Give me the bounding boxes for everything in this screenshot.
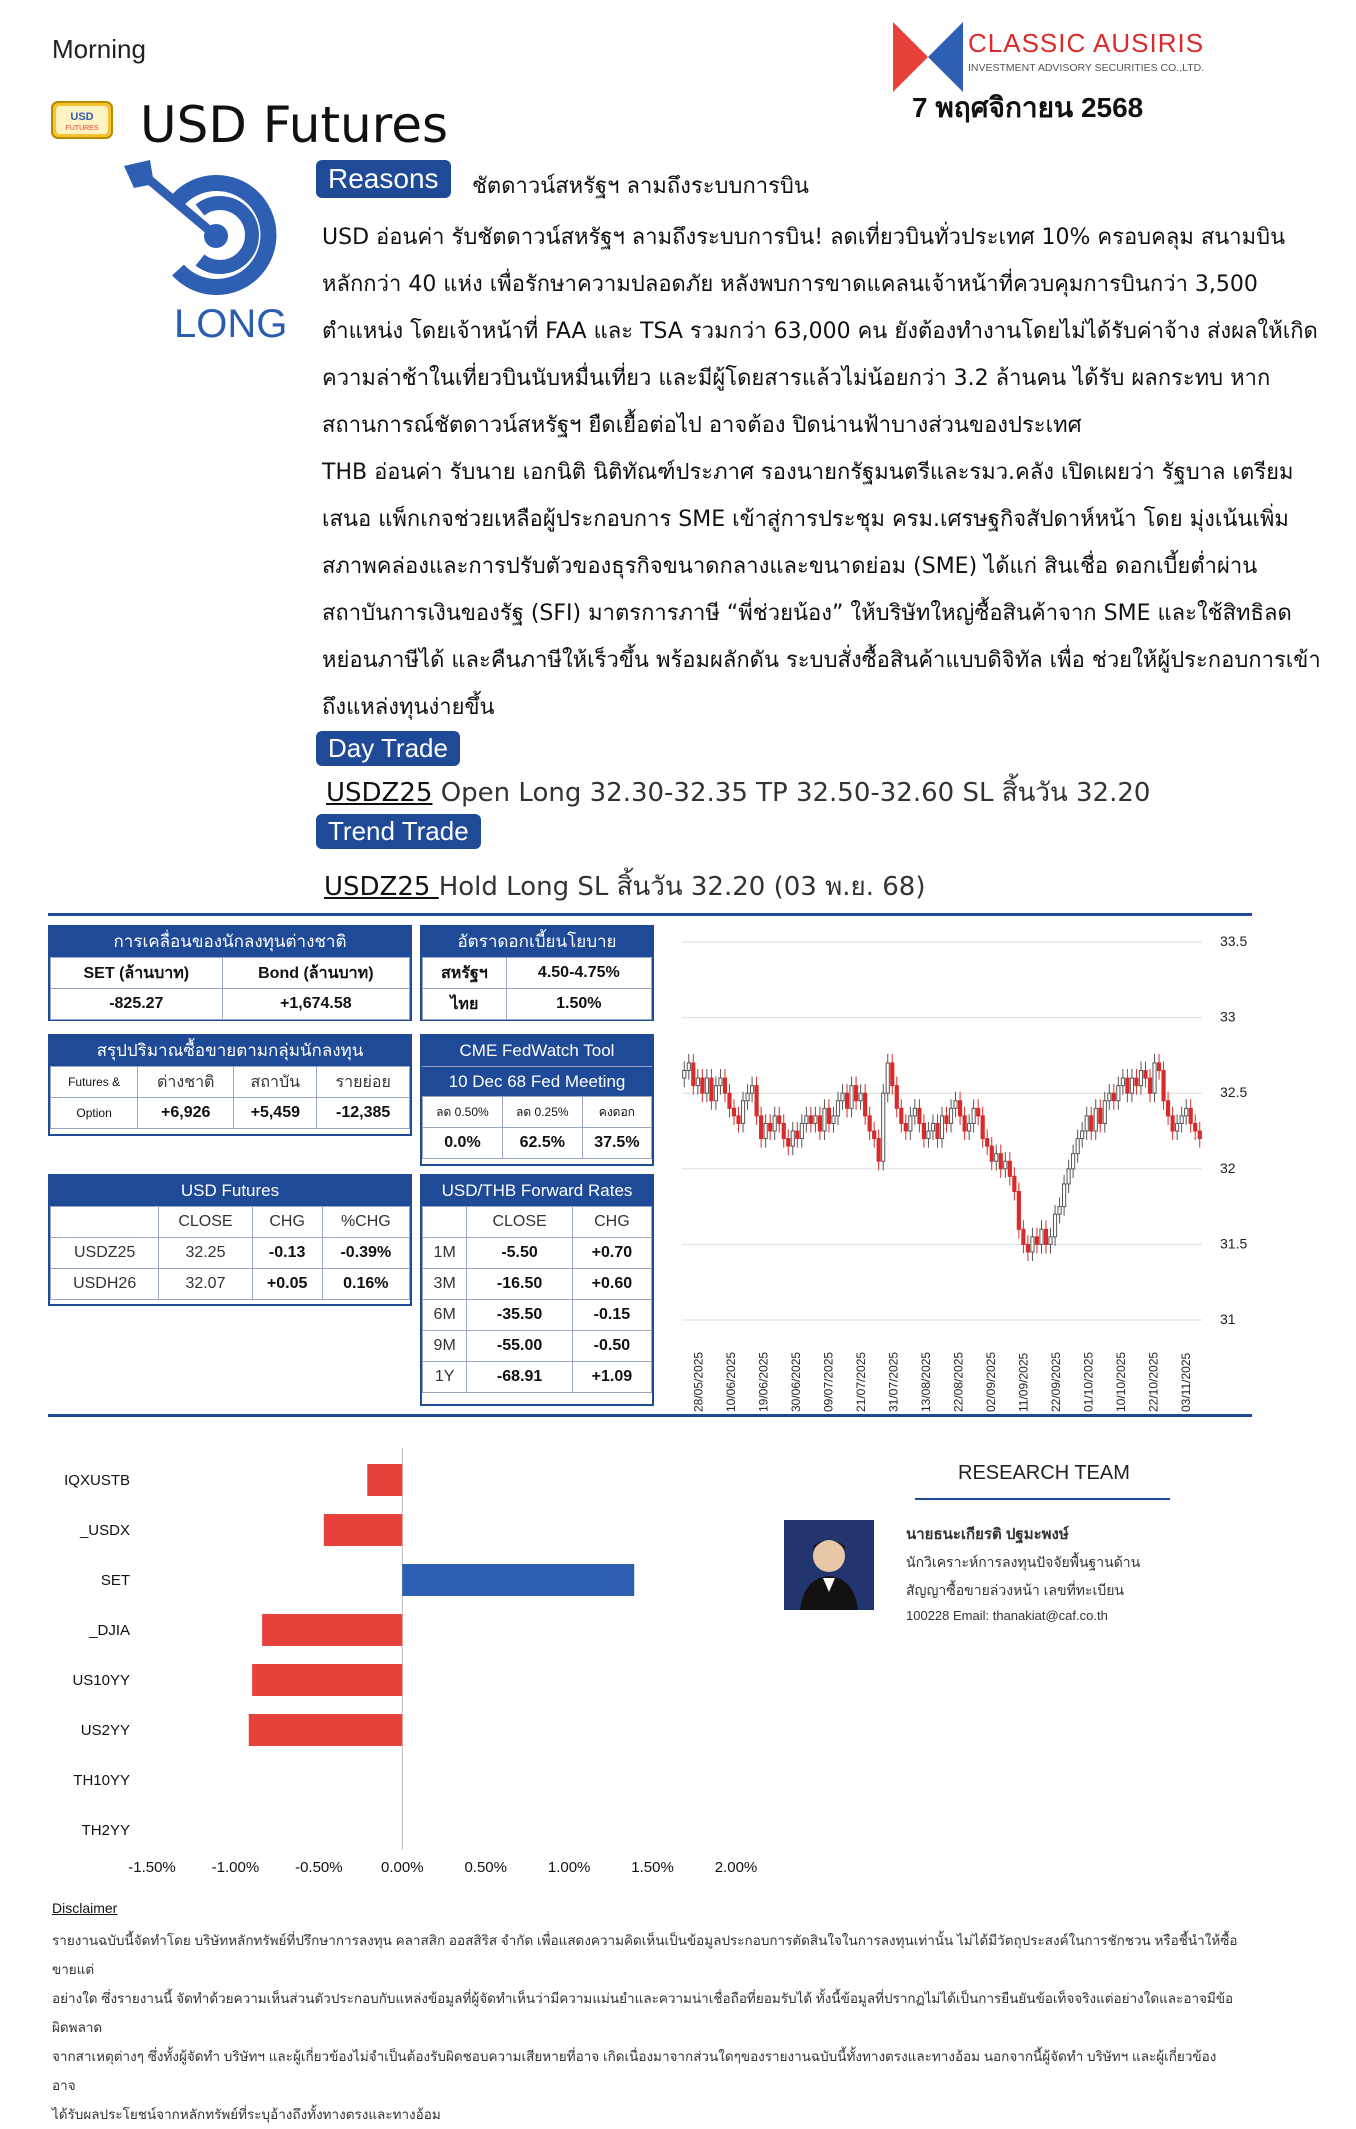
candle-body [981, 1116, 984, 1139]
trend-trade-text: Hold Long SL สิ้นวัน 32.20 (03 พ.ย. 68) [438, 872, 926, 902]
fedwatch-value: 62.5% [502, 1128, 582, 1159]
candle-body [746, 1093, 749, 1101]
bar-category-label: SET [100, 1572, 130, 1589]
candle-body [968, 1123, 971, 1131]
forward-close: -55.00 [467, 1331, 572, 1362]
foreign-flow-box [48, 925, 412, 1021]
disclaimer-line: รายงานฉบับนี้จัดทำโดย บริษัทหลักทรัพย์ที่ปรึกษาการลงทุน คลาสสิก ออสสิริส จำกัด เพื่อแสดงความคิดเห็นเป็นข้อมูลประกอบการตัดสินใจในการลงทุนเท่านั้น ไม่ได้มีวัตถุประสงค์ในการชักชวน หรือชี้นำให้ซื้อขายแต่ [52, 1933, 1238, 1977]
day-trade-text: Open Long 32.30-32.35 TP 32.50-32.60 SL สิ้นวัน 32.20 [432, 778, 1151, 808]
candle-body [1022, 1229, 1025, 1244]
candle-body [782, 1123, 785, 1138]
fedwatch-value: 37.5% [582, 1128, 651, 1159]
candle-body [1176, 1123, 1179, 1131]
usd-futures-price-chart [662, 920, 1262, 1420]
svg-text:USD: USD [70, 111, 94, 123]
candle-body [868, 1116, 871, 1131]
investor-row-label: Option [51, 1098, 138, 1129]
analyst-name: นายธนะเกียรติ ปฐมะพงษ์ [906, 1526, 1069, 1543]
candle-body [1180, 1116, 1183, 1124]
target-arrow-icon [120, 152, 292, 304]
candle-body [895, 1086, 898, 1109]
analyst-contact: 100228 Email: thanakiat@caf.co.th [906, 1608, 1108, 1623]
x-tick-label: 1.50% [631, 1859, 674, 1876]
x-tick-label: 22/08/2025 [951, 1351, 966, 1412]
candle-body [1031, 1237, 1034, 1252]
candle-body [1053, 1214, 1056, 1237]
candle-body [927, 1131, 930, 1139]
candle-body [936, 1123, 939, 1138]
session-label: Morning [52, 34, 146, 64]
day-trade-line [326, 772, 1150, 813]
candle-body [796, 1131, 799, 1139]
day-trade-symbol: USDZ25 [326, 778, 433, 808]
candle-body [1153, 1063, 1156, 1093]
candle-body [827, 1108, 830, 1123]
forward-chg: -0.15 [572, 1300, 651, 1331]
research-team-underline [915, 1498, 1170, 1500]
bar-category-label: US10YY [72, 1672, 130, 1689]
usd-futures-symbol: USDH26 [51, 1269, 159, 1300]
forward-close: -35.50 [467, 1300, 572, 1331]
day-trade-tag: Day Trade [316, 731, 460, 766]
candle-body [1040, 1229, 1043, 1244]
candle-body [977, 1108, 980, 1116]
candle-body [959, 1101, 962, 1116]
candle-body [710, 1078, 713, 1101]
disclaimer-text [52, 1926, 1242, 2129]
candle-body [1085, 1116, 1088, 1131]
candle-body [778, 1116, 781, 1124]
candle-body [1144, 1071, 1147, 1079]
position-label: LONG [174, 302, 288, 346]
bar-US10YY [252, 1664, 402, 1696]
candle-body [1044, 1229, 1047, 1244]
candle-body [1008, 1161, 1011, 1176]
candle-body [1094, 1108, 1097, 1131]
trend-trade-symbol: USDZ25 [324, 872, 439, 902]
forward-header: CLOSE [467, 1207, 572, 1238]
section-divider-top [48, 913, 1252, 916]
reasons-paragraph-usd: USD อ่อนค่า รับชัตดาวน์สหรัฐฯ ลามถึงระบบการบิน! ลดเที่ยวบินทั่วประเทศ 10% ครอบคลุม สนามบินหลักกว่า 40 แห่ง เพื่อรักษาความปลอดภัย หลังพบการขาดแคลนเจ้าหน้าที่ควบคุมการบินกว่า 3,500 ตำแหน่ง โดยเจ้าหน้าที่ FAA และ TSA รวมกว่า 63,000 คน ยังต้องทำงานโดยไม่ได้รับค่าจ้าง ส่งผลให้เกิดความล่าช้าในเที่ยวบินนับหมื่นเที่ยว และมีผู้โดยสารแล้วไม่น้อยกว่า 3.2 ล้านคน ได้รับ ผลกระทบ หากสถานการณ์ชัตดาวน์สหรัฐฯ ยืดเยื้อต่อไป อาจต้อง ปิดน่านฟ้าบางส่วนของประเทศ [322, 225, 1318, 438]
forward-tenor: 1Y [423, 1362, 467, 1393]
candle-body [732, 1108, 735, 1116]
bar-category-label: _USDX [79, 1522, 130, 1539]
candle-body [891, 1063, 894, 1086]
candle-body [800, 1123, 803, 1138]
foreign-flow-col-bond: Bond (ล้านบาท) [222, 958, 409, 989]
trend-trade-tag: Trend Trade [316, 814, 481, 849]
forward-rates-title: USD/THB Forward Rates [422, 1176, 652, 1206]
disclaimer-line: อย่างใด ซึ่งรายงานนี้ จัดทำด้วยความเห็นส่วนตัวประกอบกับแหล่งข้อมูลที่ผู้จัดทำเห็นว่ามีความแม่นยำและความน่าเชื่อถือที่ยอมรับได้ ทั้งนี้ข้อมูลที่ปรากฏไม่ได้เป็นการยืนยันข้อเท็จจริงแต่อย่างใดและอาจมีข้อผิดพลาด [52, 1991, 1234, 2035]
bar-category-label: US2YY [80, 1722, 130, 1739]
usd-futures-pct: 0.16% [322, 1269, 409, 1300]
usd-futures-symbol: USDZ25 [51, 1238, 159, 1269]
candle-body [823, 1108, 826, 1131]
y-tick-label: 33.5 [1220, 933, 1248, 949]
usd-futures-badge-icon [50, 98, 120, 144]
x-tick-label: 13/08/2025 [918, 1351, 933, 1412]
policy-rate-box [420, 925, 654, 1021]
forward-rates-box [420, 1174, 654, 1406]
candle-body [845, 1093, 848, 1108]
candle-body [864, 1093, 867, 1116]
candle-body [1004, 1161, 1007, 1169]
investor-header: สถาบัน [234, 1067, 317, 1098]
analyst-avatar [784, 1520, 874, 1610]
x-tick-label: 03/11/2025 [1178, 1352, 1193, 1412]
investor-row-label: Futures & [51, 1067, 138, 1098]
candle-body [769, 1123, 772, 1131]
candle-body [1162, 1071, 1165, 1101]
bar-category-label: IQXUSTB [64, 1472, 130, 1489]
candle-body [855, 1086, 858, 1101]
company-logo [893, 22, 963, 92]
reasons-tag: Reasons [316, 160, 451, 198]
candle-body [1117, 1086, 1120, 1101]
forward-header: CHG [572, 1207, 651, 1238]
fedwatch-box [420, 1034, 654, 1166]
candle-body [1189, 1108, 1192, 1123]
candle-body [683, 1071, 686, 1079]
candle-body [1081, 1131, 1084, 1139]
analyst-role: นักวิเคราะห์การลงทุนปัจจัยพื้นฐานด้าน [906, 1554, 1141, 1570]
candle-body [1167, 1101, 1170, 1116]
bar-_USDX [324, 1514, 402, 1546]
candle-body [728, 1093, 731, 1108]
disclaimer-line: ได้รับผลประโยชน์จากหลักทรัพย์ที่ระบุอ้างถึงทั้งทางตรงและทางอ้อม [52, 2107, 441, 2122]
candle-body [791, 1131, 794, 1146]
candle-body [809, 1116, 812, 1124]
forward-chg: +1.09 [572, 1362, 651, 1393]
candle-body [886, 1063, 889, 1093]
candle-body [1126, 1078, 1129, 1093]
brand-name: CLASSIC AUSIRIS [968, 28, 1205, 58]
usd-futures-header: CLOSE [159, 1207, 252, 1238]
candle-body [841, 1093, 844, 1101]
trend-trade-line [324, 866, 925, 907]
y-tick-label: 31.5 [1220, 1235, 1248, 1252]
x-tick-label: -1.00% [211, 1859, 260, 1876]
candle-body [990, 1146, 993, 1161]
candle-body [773, 1116, 776, 1131]
svg-text:FUTURES: FUTURES [65, 125, 99, 132]
foreign-flow-set-value: -825.27 [51, 989, 223, 1020]
candle-body [1198, 1131, 1201, 1139]
candle-body [1121, 1078, 1124, 1086]
candle-body [873, 1131, 876, 1139]
candle-body [1099, 1108, 1102, 1123]
candle-body [972, 1108, 975, 1123]
bar-category-label: TH2YY [81, 1822, 130, 1839]
candle-body [1130, 1078, 1133, 1093]
x-tick-label: 11/09/2025 [1016, 1352, 1031, 1412]
y-tick-label: 31 [1220, 1311, 1236, 1327]
foreign-flow-col-set: SET (ล้านบาท) [51, 958, 223, 989]
investor-header: รายย่อย [317, 1067, 410, 1098]
candle-body [1026, 1244, 1029, 1252]
candle-body [832, 1116, 835, 1124]
x-tick-label: 22/09/2025 [1048, 1351, 1063, 1412]
foreign-flow-bond-value: +1,674.58 [222, 989, 409, 1020]
bar-category-label: TH10YY [73, 1772, 130, 1789]
usd-futures-close: 32.25 [159, 1238, 252, 1269]
fedwatch-header: ลด 0.50% [423, 1097, 503, 1128]
candle-body [904, 1123, 907, 1131]
candle-body [1067, 1169, 1070, 1184]
candle-body [714, 1086, 717, 1101]
policy-rate-label: สหรัฐฯ [423, 958, 507, 989]
policy-rate-value: 1.50% [506, 989, 651, 1020]
x-tick-label: 21/07/2025 [853, 1351, 868, 1412]
candle-body [723, 1078, 726, 1093]
forward-chg: +0.70 [572, 1238, 651, 1269]
candle-body [818, 1116, 821, 1131]
x-tick-label: 10/10/2025 [1113, 1351, 1128, 1412]
investor-summary-title: สรุปปริมาณซื้อขายตามกลุ่มนักลงทุน [50, 1036, 410, 1066]
fedwatch-title: CME FedWatch Tool [422, 1036, 652, 1066]
reasons-paragraph-thb: THB อ่อนค่า รับนาย เอกนิติ นิติทัณฑ์ประภาศ รองนายกรัฐมนตรีและรมว.คลัง เปิดเผยว่า รัฐบาล เตรียมเสนอ แพ็กเกจช่วยเหลือผู้ประกอบการ SME เข้าสู่การประชุม ครม.เศรษฐกิจสัปดาห์หน้า โดย มุ่งเน้นเพิ่ม สภาพคล่องและการปรับตัวของธุรกิจขนาดกลางและขนาดย่อม (SME) ได้แก่ สินเชื่อ ดอกเบี้ยต่ำผ่านสถาบันการเงินของรัฐ (SFI) มาตรการภาษี “พี่ช่วยน้อง” ให้บริษัทใหญ่ซื้อสินค้าจาก SME และใช้สิทธิลดหย่อนภาษีได้ และคืนภาษีให้เร็วขึ้น พร้อมผลักดัน ระบบสั่งซื้อสินค้าแบบดิจิทัล เพื่อ ช่วยให้ผู้ประกอบการเข้าถึงแหล่งทุนง่ายขึ้น [322, 460, 1321, 720]
fedwatch-meeting: 10 Dec 68 Fed Meeting [422, 1066, 652, 1096]
candle-body [1035, 1237, 1038, 1245]
x-tick-label: 30/06/2025 [788, 1351, 803, 1412]
investor-header: ต่างชาติ [138, 1067, 234, 1098]
research-team-title: RESEARCH TEAM [958, 1462, 1130, 1484]
foreign-flow-title: การเคลื่อนของนักลงทุนต่างชาติ [50, 927, 410, 957]
candle-body [986, 1139, 989, 1147]
candle-body [719, 1078, 722, 1086]
forward-chg: +0.60 [572, 1269, 651, 1300]
report-date: 7 พฤศจิกายน 2568 [912, 92, 1144, 123]
candle-body [1157, 1063, 1160, 1071]
candle-body [814, 1116, 817, 1124]
candle-body [850, 1086, 853, 1109]
forward-tenor: 3M [423, 1269, 467, 1300]
investor-value: +5,459 [234, 1098, 317, 1129]
candle-body [696, 1078, 699, 1086]
candle-body [963, 1116, 966, 1131]
candle-body [909, 1116, 912, 1131]
candle-body [1185, 1108, 1188, 1116]
y-tick-label: 32 [1220, 1159, 1236, 1176]
x-tick-label: 2.00% [714, 1859, 758, 1876]
candle-body [836, 1101, 839, 1116]
analyst-license: สัญญาซื้อขายล่วงหน้า เลขที่ทะเบียน [906, 1582, 1124, 1598]
x-tick-label: 22/10/2025 [1146, 1351, 1161, 1412]
investor-value: +6,926 [138, 1098, 234, 1129]
x-tick-label: 28/05/2025 [691, 1351, 706, 1412]
candle-body [692, 1063, 695, 1086]
candle-body [877, 1139, 880, 1162]
forward-header [423, 1207, 467, 1238]
y-tick-label: 33 [1220, 1008, 1236, 1025]
fedwatch-header: ลด 0.25% [502, 1097, 582, 1128]
fedwatch-value: 0.0% [423, 1128, 503, 1159]
candle-body [922, 1123, 925, 1138]
candle-body [940, 1116, 943, 1139]
disclaimer-title: Disclaimer [52, 1900, 118, 1916]
candle-body [787, 1139, 790, 1147]
investor-summary-box [48, 1034, 412, 1136]
candle-body [737, 1116, 740, 1124]
candle-body [1063, 1184, 1066, 1207]
candle-body [1017, 1191, 1020, 1229]
candle-body [687, 1063, 690, 1071]
candle-body [1058, 1207, 1061, 1215]
x-tick-label: 0.50% [464, 1859, 507, 1876]
x-tick-label: 1.00% [547, 1859, 591, 1876]
candle-body [1148, 1078, 1151, 1093]
x-tick-label: 01/10/2025 [1081, 1351, 1096, 1412]
candle-body [1090, 1116, 1093, 1131]
candle-body [1194, 1123, 1197, 1131]
bar-US2YY [249, 1714, 403, 1746]
candle-body [995, 1154, 998, 1162]
candle-body [1072, 1154, 1075, 1169]
candle-body [913, 1108, 916, 1116]
candle-body [741, 1101, 744, 1124]
section-divider-bottom [48, 1414, 1252, 1417]
bar-SET [402, 1564, 634, 1596]
candle-body [931, 1123, 934, 1131]
usd-futures-chg: +0.05 [252, 1269, 322, 1300]
candle-body [1049, 1237, 1052, 1245]
candle-body [764, 1123, 767, 1138]
policy-rate-title: อัตราดอกเบี้ยนโยบาย [422, 927, 652, 957]
bar-category-label: _DJIA [89, 1622, 130, 1639]
disclaimer-line: จากสาเหตุต่างๆ ซึ่งทั้งผู้จัดทำ บริษัทฯ และผู้เกี่ยวข้องไม่จำเป็นต้องรับผิดชอบความเสียหายที่อาจ เกิดเนื่องมาจากส่วนใดๆของรายงานฉบับนี้ทั้งทางตรงและทางอ้อม นอกจากนี้ผู้จัดทำ บริษัทฯ และผู้เกี่ยวข้อง อาจ [52, 2049, 1217, 2093]
bar-_DJIA [262, 1614, 402, 1646]
forward-chg: -0.50 [572, 1331, 651, 1362]
brand-subtitle: INVESTMENT ADVISORY SECURITIES CO.,LTD. [968, 62, 1205, 74]
candle-body [954, 1101, 957, 1109]
candle-body [945, 1116, 948, 1124]
candle-body [999, 1154, 1002, 1169]
candle-body [805, 1116, 808, 1124]
x-tick-label: -0.50% [295, 1859, 343, 1876]
y-tick-label: 32.5 [1220, 1084, 1248, 1101]
reasons-body [322, 214, 1322, 731]
forward-close: -16.50 [467, 1269, 572, 1300]
candle-body [900, 1108, 903, 1123]
candle-body [760, 1116, 763, 1139]
x-tick-label: 09/07/2025 [821, 1351, 836, 1412]
reasons-headline: ชัตดาวน์สหรัฐฯ ลามถึงระบบการบิน [472, 174, 809, 199]
market-change-bar-chart [40, 1440, 760, 1880]
usd-futures-header: %CHG [322, 1207, 409, 1238]
candle-body [1013, 1176, 1016, 1191]
candle-body [1171, 1116, 1174, 1131]
candle-body [1108, 1093, 1111, 1101]
usd-futures-box [48, 1174, 412, 1306]
usd-futures-header: CHG [252, 1207, 322, 1238]
candle-body [751, 1086, 754, 1094]
usd-futures-pct: -0.39% [322, 1238, 409, 1269]
candle-body [949, 1108, 952, 1123]
policy-rate-label: ไทย [423, 989, 507, 1020]
x-tick-label: 19/06/2025 [756, 1351, 771, 1412]
forward-close: -5.50 [467, 1238, 572, 1269]
candle-body [705, 1078, 708, 1093]
x-tick-label: 02/09/2025 [983, 1351, 998, 1412]
candle-body [1135, 1078, 1138, 1086]
x-tick-label: 31/07/2025 [886, 1351, 901, 1412]
page-title: USD Futures [140, 96, 449, 154]
candle-body [1112, 1093, 1115, 1101]
candle-body [1076, 1139, 1079, 1154]
fedwatch-header: คงดอก [582, 1097, 651, 1128]
usd-futures-chg: -0.13 [252, 1238, 322, 1269]
candle-body [882, 1093, 885, 1161]
usd-futures-header [51, 1207, 159, 1238]
bar-IQXUSTB [367, 1464, 402, 1496]
candle-body [1103, 1101, 1106, 1124]
policy-rate-value: 4.50-4.75% [506, 958, 651, 989]
investor-value: -12,385 [317, 1098, 410, 1129]
x-tick-label: 10/06/2025 [723, 1351, 738, 1412]
x-tick-label: 0.00% [381, 1859, 424, 1876]
forward-tenor: 1M [423, 1238, 467, 1269]
candle-body [755, 1086, 758, 1116]
usd-futures-close: 32.07 [159, 1269, 252, 1300]
x-tick-label: -1.50% [128, 1859, 176, 1876]
forward-tenor: 6M [423, 1300, 467, 1331]
candle-body [701, 1078, 704, 1093]
forward-close: -68.91 [467, 1362, 572, 1393]
candle-body [918, 1108, 921, 1123]
forward-tenor: 9M [423, 1331, 467, 1362]
usd-futures-title: USD Futures [50, 1176, 410, 1206]
candle-body [1139, 1071, 1142, 1086]
candle-body [859, 1093, 862, 1101]
